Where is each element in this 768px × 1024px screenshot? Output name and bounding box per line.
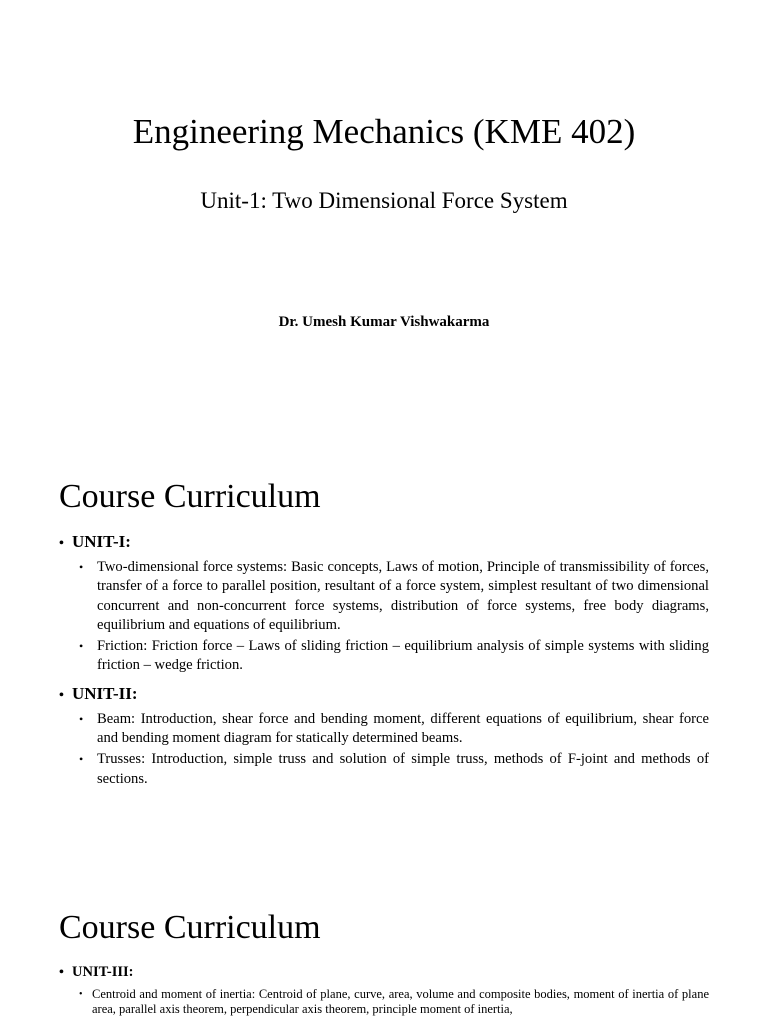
bullet-icon: • xyxy=(59,536,64,551)
unit-items xyxy=(59,987,709,1017)
list-item xyxy=(79,710,709,749)
author-name: Dr. Umesh Kumar Vishwakarma xyxy=(278,314,490,330)
curriculum-list xyxy=(59,532,709,797)
slide-heading: Course Curriculum xyxy=(59,909,321,946)
bullet-icon: • xyxy=(59,687,64,703)
list-item xyxy=(79,987,709,1017)
unit-heading xyxy=(59,964,709,981)
curriculum-list xyxy=(59,964,709,1024)
list-item xyxy=(79,637,709,676)
item-text: Two-dimensional force systems: Basic concepts, Laws of motion, Principle of transmissibility of forces, transfer of a force to parallel position, resultant of a force system, simplest resultant of two dimensional concurrent and non-concurrent force systems, distribution of force systems, free body diagrams, equilibrium and equations of equilibrium. xyxy=(97,559,709,633)
item-text: Friction: Friction force – Laws of sliding friction – equilibrium analysis of simple systems with sliding friction – wedge friction. xyxy=(97,638,709,674)
slide-heading: Course Curriculum xyxy=(59,478,321,515)
item-text: Centroid and moment of inertia: Centroid of plane, curve, area, volume and composite bodies, moment of inertia of plane area, parallel axis theorem, perpendicular axis theorem, principle moment of inertia, xyxy=(92,987,709,1016)
unit-heading xyxy=(59,532,709,552)
title-slide xyxy=(0,0,768,438)
curriculum-slide-2 xyxy=(0,876,768,1024)
unit-label: UNIT-II: xyxy=(72,683,138,703)
bullet-icon: • xyxy=(79,639,84,654)
bullet-icon: • xyxy=(79,560,84,574)
bullet-icon: • xyxy=(79,752,84,767)
list-item xyxy=(79,750,709,789)
unit-label: UNIT-I: xyxy=(72,532,131,551)
bullet-icon: • xyxy=(59,965,64,980)
bullet-icon: • xyxy=(79,711,84,726)
item-text: Beam: Introduction, shear force and bending moment, different equations of equilibrium, shear force and bending moment diagram for statically determined beams. xyxy=(97,710,709,747)
item-text: Trusses: Introduction, simple truss and solution of simple truss, methods of F-joint and methods of sections. xyxy=(97,751,709,787)
unit-label: UNIT-III: xyxy=(72,964,134,980)
unit-subtitle: Unit-1: Two Dimensional Force System xyxy=(200,188,568,213)
unit-items xyxy=(59,558,709,676)
bullet-icon: • xyxy=(79,989,83,1000)
unit-heading xyxy=(59,684,709,704)
course-title: Engineering Mechanics (KME 402) xyxy=(132,112,636,151)
unit-items xyxy=(59,710,709,789)
list-item xyxy=(79,558,709,635)
curriculum-slide-1 xyxy=(0,438,768,876)
